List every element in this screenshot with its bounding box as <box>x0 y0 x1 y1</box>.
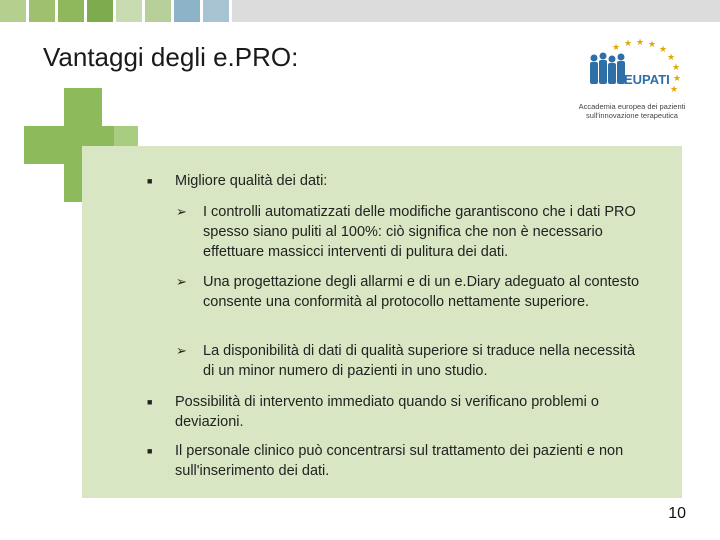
svg-text:★: ★ <box>670 85 679 95</box>
arrow-bullet-icon: ➢ <box>176 343 187 358</box>
strip-segment <box>58 0 84 22</box>
sub-item-automated-checks: I controlli automatizzati delle modifiche garantiscono che i dati PRO spesso siano puliti al 100%: ciò significa che non è necessario effettuare massicci interventi di pulitura dei dati. <box>203 204 636 260</box>
sub-item-alarm-design: Una progettazione degli allarmi e di un e.Diary adeguato al contesto consente una conformità al protocollo nettamente superiore. <box>203 274 640 310</box>
bullet-square-icon: ■ <box>147 397 153 407</box>
arrow-bullet-icon: ➢ <box>176 274 187 289</box>
strip-segment <box>29 0 55 22</box>
bullet-item-intervention: Possibilità di intervento immediato quando si verificano problemi o deviazioni. <box>175 394 599 430</box>
svg-text:★: ★ <box>659 45 668 55</box>
svg-text:★: ★ <box>636 38 645 48</box>
eupati-logo-graphic <box>572 36 692 102</box>
strip-segment <box>174 0 200 22</box>
bullet-square-icon: ■ <box>147 446 153 456</box>
page-number: 10 <box>668 505 686 522</box>
sub-item-fewer-patients: La disponibilità di dati di qualità superiore si traduce nella necessità di un minor numero di pazienti in uno studio. <box>203 343 636 379</box>
logo-brand: EUPATI <box>624 72 670 87</box>
bullet-square-icon: ■ <box>147 176 153 186</box>
bullet-item-quality: Migliore qualità dei dati: <box>175 173 328 189</box>
strip-segment <box>145 0 171 22</box>
svg-text:★: ★ <box>672 63 681 73</box>
people-icon <box>590 53 625 85</box>
eupati-logo <box>572 36 692 118</box>
svg-text:★: ★ <box>612 43 621 53</box>
svg-text:★: ★ <box>624 39 633 49</box>
svg-text:★: ★ <box>648 40 657 50</box>
strip-segment <box>87 0 113 22</box>
logo-tagline-line2: sull'innovazione terapeutica <box>586 111 678 120</box>
logo-tagline <box>572 102 692 120</box>
svg-text:★: ★ <box>673 74 682 84</box>
strip-segment <box>203 0 229 22</box>
svg-text:★: ★ <box>667 53 676 63</box>
logo-tagline-line1: Accademia europea dei pazienti <box>578 102 686 111</box>
strip-segment <box>116 0 142 22</box>
top-color-strip <box>0 0 720 22</box>
bullet-item-clinical-staff: Il personale clinico può concentrarsi sul trattamento dei pazienti e non sull'inserimento dei dati. <box>175 443 624 479</box>
slide-title: Vantaggi degli e.PRO: <box>43 42 299 72</box>
strip-fill <box>232 0 720 22</box>
arrow-bullet-icon: ➢ <box>176 204 187 219</box>
strip-segment <box>0 0 26 22</box>
